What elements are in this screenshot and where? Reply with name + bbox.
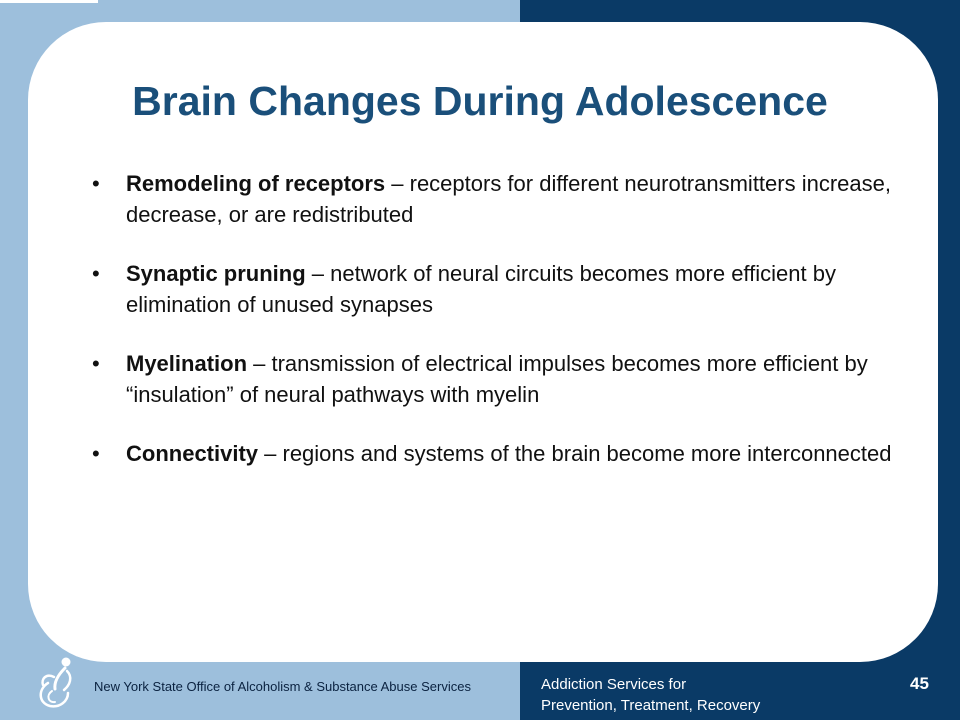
bullet-text: – transmission of electrical impulses becomes more efficient by “insulation” of neural pathways with myelin [126, 351, 868, 407]
tagline-line-1: Addiction Services for [541, 676, 687, 693]
bullet-term: Connectivity [126, 441, 259, 466]
bullet-dot: • [92, 441, 100, 466]
top-accent-strip [0, 0, 98, 3]
bullet-term: Synaptic pruning [126, 261, 306, 286]
bullet-item-pruning [92, 258, 892, 320]
bullet-text: – receptors for different neurotransmitters increase, decrease, or are redistributed [126, 171, 891, 227]
organization-name: New York State Office of Alcoholism & Substance Abuse Services [94, 679, 471, 694]
footer-tagline [541, 674, 760, 716]
bullet-text: – regions and systems of the brain become more interconnected [258, 441, 892, 466]
bullet-list [92, 168, 892, 497]
figure-swirl-icon [34, 655, 80, 711]
bullet-term: Myelination [126, 351, 248, 376]
bullet-item-connectivity [92, 438, 892, 469]
bullet-dot: • [92, 261, 100, 286]
bullet-text: – network of neural circuits becomes more efficient by elimination of unused synapses [126, 261, 836, 317]
bullet-dot: • [92, 171, 100, 196]
bullet-item-myelination [92, 348, 892, 410]
slide-title: Brain Changes During Adolescence [132, 78, 828, 124]
bullet-dot: • [92, 351, 100, 376]
tagline-line-2: Prevention, Treatment, Recovery [541, 697, 761, 714]
bullet-item-remodeling [92, 168, 892, 230]
bullet-term: Remodeling of receptors [126, 171, 386, 196]
page-number: 45 [910, 674, 929, 693]
